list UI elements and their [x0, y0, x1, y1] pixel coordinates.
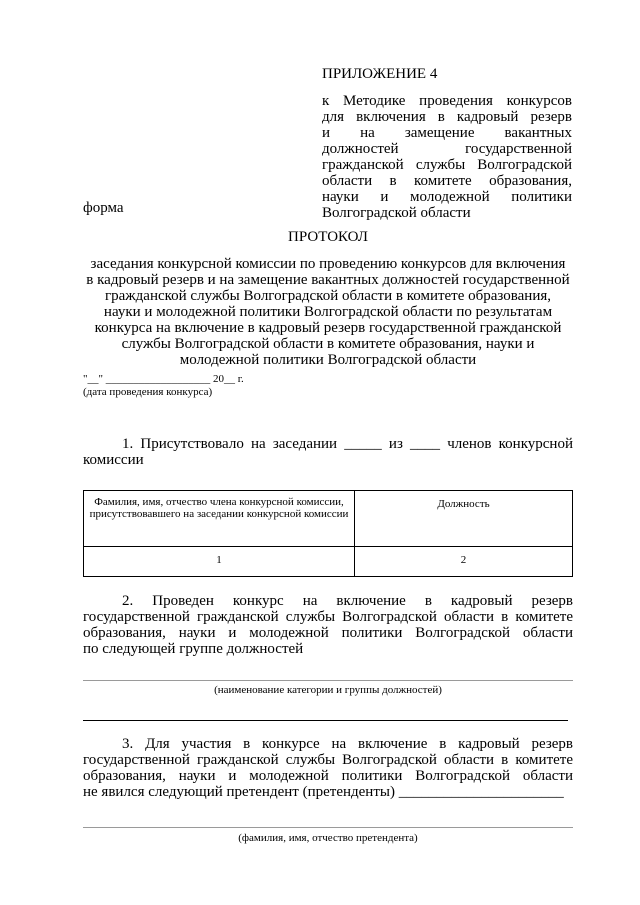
protocol-title: ПРОТОКОЛ	[288, 229, 368, 245]
appendix-line: Волгоградской области	[322, 205, 471, 221]
section-3	[83, 736, 573, 800]
position-group-line-2	[83, 720, 568, 721]
position-group-caption: (наименование категории и группы должностей)	[214, 684, 442, 696]
section-2-line: 2. Проведен конкурс на включение в кадровый резерв	[122, 593, 573, 609]
subtitle-line: науки и молодежной политики Волгоградской области по результатам	[103, 304, 553, 320]
members-table	[83, 490, 573, 577]
date-line: "__" ___________________ 20__ г.	[83, 373, 244, 385]
table-header-cell: Должность	[355, 491, 573, 547]
appendix-line: к Методике проведения конкурсов	[322, 93, 572, 109]
table-cell-number: 1	[84, 547, 355, 577]
appendix-line: науки и молодежной политики	[322, 189, 572, 205]
section-2-line: государственной гражданской службы Волгоградской области в комитете	[83, 609, 573, 625]
section-2-line: образования, науки и молодежной политики Волгоградской области	[83, 625, 573, 641]
appendix-reference	[322, 93, 572, 221]
section-2-line: по следующей группе должностей	[83, 641, 304, 657]
table-header-row	[84, 491, 573, 547]
candidate-line	[83, 827, 573, 828]
table-header-cell: Фамилия, имя, отчество члена конкурсной комиссии, присутствовавшего на заседании конкурсной комиссии	[84, 491, 355, 547]
date-caption: (дата проведения конкурса)	[83, 386, 213, 398]
table-cell-number: 2	[355, 547, 573, 577]
appendix-title: ПРИЛОЖЕНИЕ 4	[322, 66, 438, 82]
subtitle-line: заседания конкурсной комиссии по проведению конкурсов для включения	[90, 256, 566, 272]
subtitle-line: конкурса на включение в кадровый резерв государственной гражданской	[94, 320, 562, 336]
appendix-line: и на замещение вакантных	[322, 125, 572, 141]
subtitle-line: в кадровый резерв и на замещение вакантных должностей государственной	[86, 272, 570, 288]
appendix-line: области в комитете образования,	[322, 173, 572, 189]
section-2	[83, 593, 573, 657]
position-group-line	[83, 680, 573, 681]
section-3-line: не явился следующий претендент (претенденты) ______________________	[83, 784, 564, 800]
appendix-line: должностей государственной	[322, 141, 572, 157]
section-1	[83, 436, 573, 468]
appendix-line: гражданской службы Волгоградской	[322, 157, 572, 173]
subtitle-line: службы Волгоградской области в комитете образования, науки и	[121, 336, 535, 352]
subtitle-line: гражданской службы Волгоградской области в комитете образования,	[104, 288, 552, 304]
form-label: форма	[83, 200, 124, 216]
section-3-line: государственной гражданской службы Волгоградской области в комитете	[83, 752, 573, 768]
section-1-line: комиссии	[83, 452, 144, 468]
section-1-line: 1. Присутствовало на заседании _____ из ____ членов конкурсной	[122, 436, 573, 452]
appendix-line: для включения в кадровый резерв	[322, 109, 572, 125]
section-3-line: образования, науки и молодежной политики Волгоградской области	[83, 768, 573, 784]
section-3-line: 3. Для участия в конкурсе на включение в кадровый резерв	[122, 736, 573, 752]
table-row	[84, 547, 573, 577]
protocol-subtitle	[70, 256, 586, 368]
candidate-caption: (фамилия, имя, отчество претендента)	[238, 832, 418, 844]
subtitle-line: молодежной политики Волгоградской области	[179, 352, 477, 368]
